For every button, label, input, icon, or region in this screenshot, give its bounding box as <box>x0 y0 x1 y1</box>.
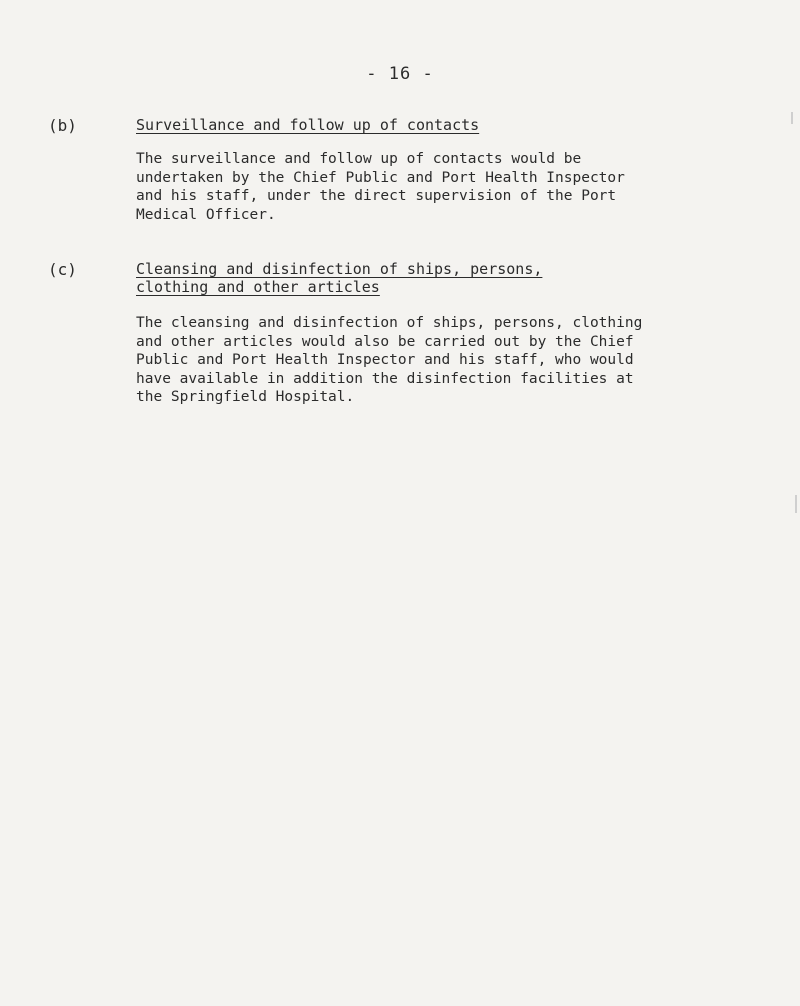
heading-text-line-2: clothing and other articles <box>136 278 380 296</box>
section-label: (b) <box>48 116 77 135</box>
scan-mark <box>791 112 793 124</box>
section-heading <box>136 116 768 134</box>
section-c <box>48 260 768 407</box>
scan-mark <box>795 495 797 513</box>
section-heading <box>136 260 768 296</box>
section-body: The surveillance and follow up of contacts would be undertaken by the Chief Public and Port Health Inspector and his staff, under the direct supervision of the Port Medical Officer. <box>136 151 625 223</box>
section-body: The cleansing and disinfection of ships, persons, clothing and other articles would also be carried out by the Chief Public and Port Health Inspector and his staff, who would have available in addition the disinfection facilities at the Springfield Hospital. <box>136 315 643 405</box>
page-number: - 16 - <box>366 64 434 84</box>
section-label: (c) <box>48 260 77 279</box>
heading-text: Surveillance and follow up of contacts <box>136 116 480 134</box>
heading-text-line-1: Cleansing and disinfection of ships, persons, <box>136 260 543 278</box>
section-b <box>48 116 768 224</box>
